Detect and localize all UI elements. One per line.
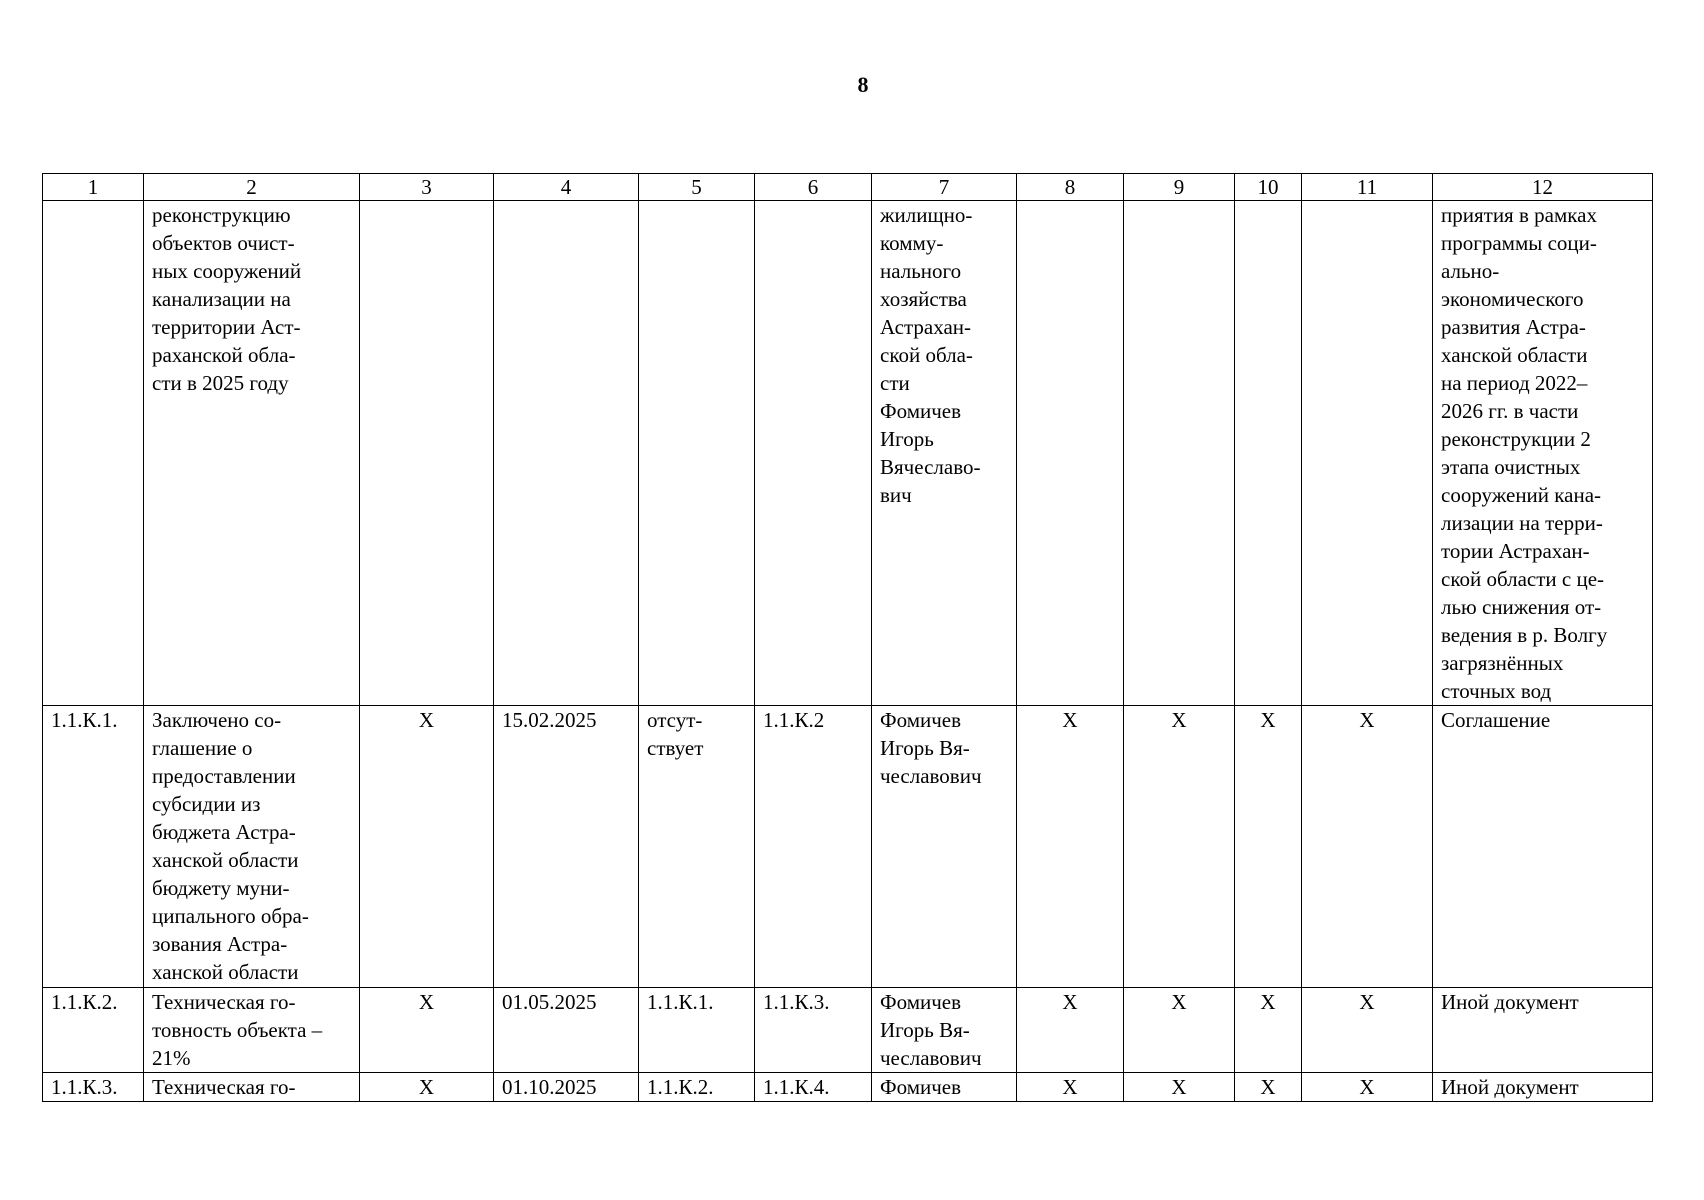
cell-col10: Х xyxy=(1235,706,1302,988)
cell-col8 xyxy=(1017,201,1124,706)
cell-document: Иной документ xyxy=(1433,988,1653,1073)
cell-description: реконструкцию объектов очист- ных сооружений канализации на территории Аст- раханской обла- сти в 2025 году xyxy=(144,201,360,706)
cell-col9 xyxy=(1124,201,1235,706)
cell-document: приятия в рамках программы соци- ально- экономического развития Астра- ханской области на период 2022– 2026 гг. в части реконструкции 2 этапа очистных сооружений кана- лизации на терри- тории Астрахан- ской области с це- лью снижения от- ведения в р. Волгу загрязнённых сточных вод xyxy=(1433,201,1653,706)
table-row xyxy=(43,706,1653,988)
cell-number: 1.1.К.2. xyxy=(43,988,144,1073)
column-header-7: 7 xyxy=(872,174,1017,201)
cell-responsible: жилищно- комму- нального хозяйства Астрахан- ской обла- сти Фомичев Игорь Вячеславо- вич xyxy=(872,201,1017,706)
column-header-2: 2 xyxy=(144,174,360,201)
plan-table xyxy=(42,173,1653,1102)
cell-col8: Х xyxy=(1017,706,1124,988)
cell-description: Техническая го- товность объекта – 21% xyxy=(144,988,360,1073)
cell-successor: 1.1.К.2 xyxy=(755,706,872,988)
column-header-11: 11 xyxy=(1302,174,1433,201)
cell-successor xyxy=(755,201,872,706)
cell-col8: Х xyxy=(1017,988,1124,1073)
cell-col9: Х xyxy=(1124,1073,1235,1102)
cell-number: 1.1.К.1. xyxy=(43,706,144,988)
table-row xyxy=(43,1073,1653,1102)
cell-responsible: Фомичев Игорь Вя- чеславович xyxy=(872,706,1017,988)
cell-date xyxy=(494,201,639,706)
cell-col3: Х xyxy=(360,988,494,1073)
table-row xyxy=(43,201,1653,706)
cell-description: Техническая го- xyxy=(144,1073,360,1102)
cell-document: Иной документ xyxy=(1433,1073,1653,1102)
cell-date: 01.10.2025 xyxy=(494,1073,639,1102)
cell-successor: 1.1.К.4. xyxy=(755,1073,872,1102)
cell-date: 15.02.2025 xyxy=(494,706,639,988)
cell-predecessor: 1.1.К.1. xyxy=(639,988,755,1073)
column-header-12: 12 xyxy=(1433,174,1653,201)
cell-col9: Х xyxy=(1124,706,1235,988)
cell-col11 xyxy=(1302,201,1433,706)
column-header-3: 3 xyxy=(360,174,494,201)
cell-predecessor: отсут- ствует xyxy=(639,706,755,988)
cell-col11: Х xyxy=(1302,1073,1433,1102)
cell-col11: Х xyxy=(1302,988,1433,1073)
column-header-1: 1 xyxy=(43,174,144,201)
cell-col10: Х xyxy=(1235,988,1302,1073)
column-header-4: 4 xyxy=(494,174,639,201)
cell-col10: Х xyxy=(1235,1073,1302,1102)
cell-date: 01.05.2025 xyxy=(494,988,639,1073)
cell-col11: Х xyxy=(1302,706,1433,988)
page-number: 8 xyxy=(857,72,869,97)
cell-predecessor: 1.1.К.2. xyxy=(639,1073,755,1102)
cell-description: Заключено со- глашение о предоставлении субсидии из бюджета Астра- ханской области бюджету муни- ципального обра- зования Астра- ханской области xyxy=(144,706,360,988)
cell-responsible: Фомичев xyxy=(872,1073,1017,1102)
table-row xyxy=(43,988,1653,1073)
cell-document: Соглашение xyxy=(1433,706,1653,988)
cell-number xyxy=(43,201,144,706)
column-header-5: 5 xyxy=(639,174,755,201)
column-header-8: 8 xyxy=(1017,174,1124,201)
column-header-6: 6 xyxy=(755,174,872,201)
cell-col8: Х xyxy=(1017,1073,1124,1102)
cell-col3 xyxy=(360,201,494,706)
cell-successor: 1.1.К.3. xyxy=(755,988,872,1073)
column-header-9: 9 xyxy=(1124,174,1235,201)
cell-responsible: Фомичев Игорь Вя- чеславович xyxy=(872,988,1017,1073)
cell-col3: Х xyxy=(360,1073,494,1102)
cell-col3: Х xyxy=(360,706,494,988)
cell-predecessor xyxy=(639,201,755,706)
column-header-10: 10 xyxy=(1235,174,1302,201)
cell-col9: Х xyxy=(1124,988,1235,1073)
cell-col10 xyxy=(1235,201,1302,706)
cell-number: 1.1.К.3. xyxy=(43,1073,144,1102)
header-row xyxy=(43,174,1653,201)
